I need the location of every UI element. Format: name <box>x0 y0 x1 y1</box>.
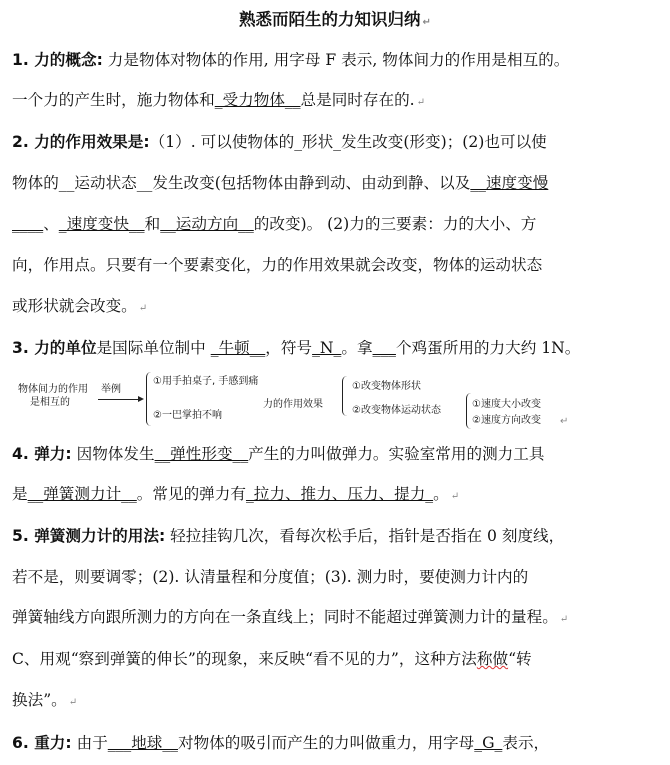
fill-blank: __弹性形变__ <box>154 445 249 463</box>
text: “转 <box>508 650 532 668</box>
arrow-right-icon <box>98 399 142 400</box>
text: 和 <box>144 215 161 233</box>
section-5-line-3 <box>12 606 662 631</box>
section-5-heading: 5. 弹簧测力计的用法: <box>12 527 166 545</box>
effect-1: ①改变物体形状 <box>352 381 421 392</box>
text: 。 <box>433 485 449 503</box>
text: 由于 <box>71 734 108 752</box>
section-1-text: 力是物体对物体的作用, 用字母 F 表示, 物体间力的作用是相互的。 <box>102 51 570 69</box>
paragraph-mark-icon: ↵ <box>559 614 569 625</box>
spellcheck-text: 称做 <box>476 650 509 668</box>
text: 的改变)。 (2)力的三要素：力的大小、方 <box>253 215 537 233</box>
section-2-line-5 <box>12 295 662 320</box>
section-2-heading: 2. 力的作用效果是: <box>12 133 150 151</box>
effect-label: 力的作用效果 <box>263 399 323 410</box>
brace-icon <box>466 393 471 429</box>
paragraph-mark-icon: ↵ <box>138 303 148 314</box>
fill-blank: __弹簧测力计__ <box>27 485 137 503</box>
fill-blank: ___ <box>372 339 396 357</box>
diagram-left-line-1: 物体间力的作用 <box>18 384 88 395</box>
fill-blank: __运动方向__ <box>160 215 254 233</box>
text: 或形状就会改变。 <box>12 297 137 315</box>
text: 物体的__运动状态__发生改变(包括物体由静到动、由动到静、以及 <box>12 174 471 192</box>
section-2-line-1 <box>12 131 662 153</box>
section-5-line-4 <box>12 648 662 670</box>
text: 向，作用点。只要有一个要素变化，力的作用效果就会改变，物体的运动状态 <box>12 256 543 274</box>
section-6-heading: 6. 重力: <box>12 734 72 752</box>
text: C、用观“察到弹簧的伸长”的现象，来反映“看不见的力”，这种方法 <box>12 650 477 668</box>
section-6-line-1 <box>12 732 662 754</box>
text: （1）. 可以使物体的_形状_发生改变(形变)；(2)也可以使 <box>149 133 547 151</box>
text: 换法”。 <box>12 691 67 709</box>
paragraph-mark-icon: ↵ <box>422 17 431 28</box>
fill-blank: _G_ <box>474 734 503 752</box>
text: 个鸡蛋所用的力大约 1N。 <box>395 339 581 357</box>
section-3-line-1 <box>12 337 662 359</box>
example-2: ②一巴掌拍不响 <box>153 410 222 421</box>
text: ，符号 <box>265 339 313 357</box>
document-title <box>0 6 670 30</box>
text: 。常见的弹力有 <box>136 485 246 503</box>
section-4-line-1 <box>12 443 662 465</box>
paragraph-mark-icon: ↵ <box>450 491 460 502</box>
diagram-arrow-label: 举例 <box>101 384 121 395</box>
section-2-line-4 <box>12 254 662 276</box>
brace-icon <box>146 372 151 426</box>
text: 产生的力叫做弹力。实验室常用的测力工具 <box>248 445 545 463</box>
text: 是 <box>12 485 28 503</box>
fill-blank: _速度变快__ <box>58 215 145 233</box>
text: 。拿 <box>341 339 373 357</box>
text: 弹簧轴线方向跟所测力的方向在一条直线上；同时不能超过弹簧测力计的量程。 <box>12 608 558 626</box>
text: 若不是，则要调零；(2). 认清量程和分度值；(3). 测力时，要使测力计内的 <box>12 568 529 586</box>
motion-change-2: ②速度方向改变 <box>472 415 541 426</box>
text: 因物体发生 <box>71 445 155 463</box>
text: 轻拉挂钩几次，看每次松手后，指针是否指在 0 刻度线， <box>165 527 565 545</box>
fill-blank: _牛顿__ <box>210 339 266 357</box>
diagram-left-line-2: 是相互的 <box>30 397 70 408</box>
section-1-line-2 <box>12 89 662 114</box>
text: 是国际单位制中 <box>96 339 211 357</box>
fill-blank: __速度变慢 <box>470 174 549 192</box>
paragraph-mark-icon: ↵ <box>560 416 569 427</box>
fill-blank: _拉力、推力、压力、提力_ <box>245 485 434 503</box>
brace-icon <box>342 376 347 416</box>
example-1: ①用手拍桌子, 手感到痛 <box>153 376 259 387</box>
title-text: 熟悉而陌生的力知识归纳 <box>239 10 421 29</box>
section-4-line-2 <box>12 483 662 508</box>
section-4-heading: 4. 弹力: <box>12 445 72 463</box>
section-3-heading: 3. 力的单位 <box>12 339 97 357</box>
section-1-heading: 1. 力的概念: <box>12 51 103 69</box>
fill-blank: ___地球__ <box>107 734 178 752</box>
motion-change-1: ①速度大小改变 <box>472 399 541 410</box>
text: 对物体的吸引而产生的力叫做重力，用字母 <box>177 734 475 752</box>
text: 总是同时存在的. <box>300 91 415 109</box>
section-5-line-2 <box>12 566 662 588</box>
effect-2: ②改变物体运动状态 <box>352 405 441 416</box>
section-5-line-5 <box>12 689 662 714</box>
force-concept-diagram <box>0 368 670 430</box>
section-2-line-3 <box>12 213 662 235</box>
text: 表示， <box>502 734 550 752</box>
section-2-line-2 <box>12 172 662 194</box>
text: 一个力的产生时，施力物体和 <box>12 91 215 109</box>
paragraph-mark-icon: ↵ <box>68 697 78 708</box>
fill-blank: _受力物体__ <box>214 91 301 109</box>
paragraph-mark-icon: ↵ <box>416 97 426 108</box>
fill-blank: _N_ <box>312 339 342 357</box>
section-5-line-1 <box>12 525 662 547</box>
text: 、 <box>43 215 59 233</box>
section-1-line-1 <box>12 49 662 71</box>
fill-blank: ____ <box>12 215 44 233</box>
